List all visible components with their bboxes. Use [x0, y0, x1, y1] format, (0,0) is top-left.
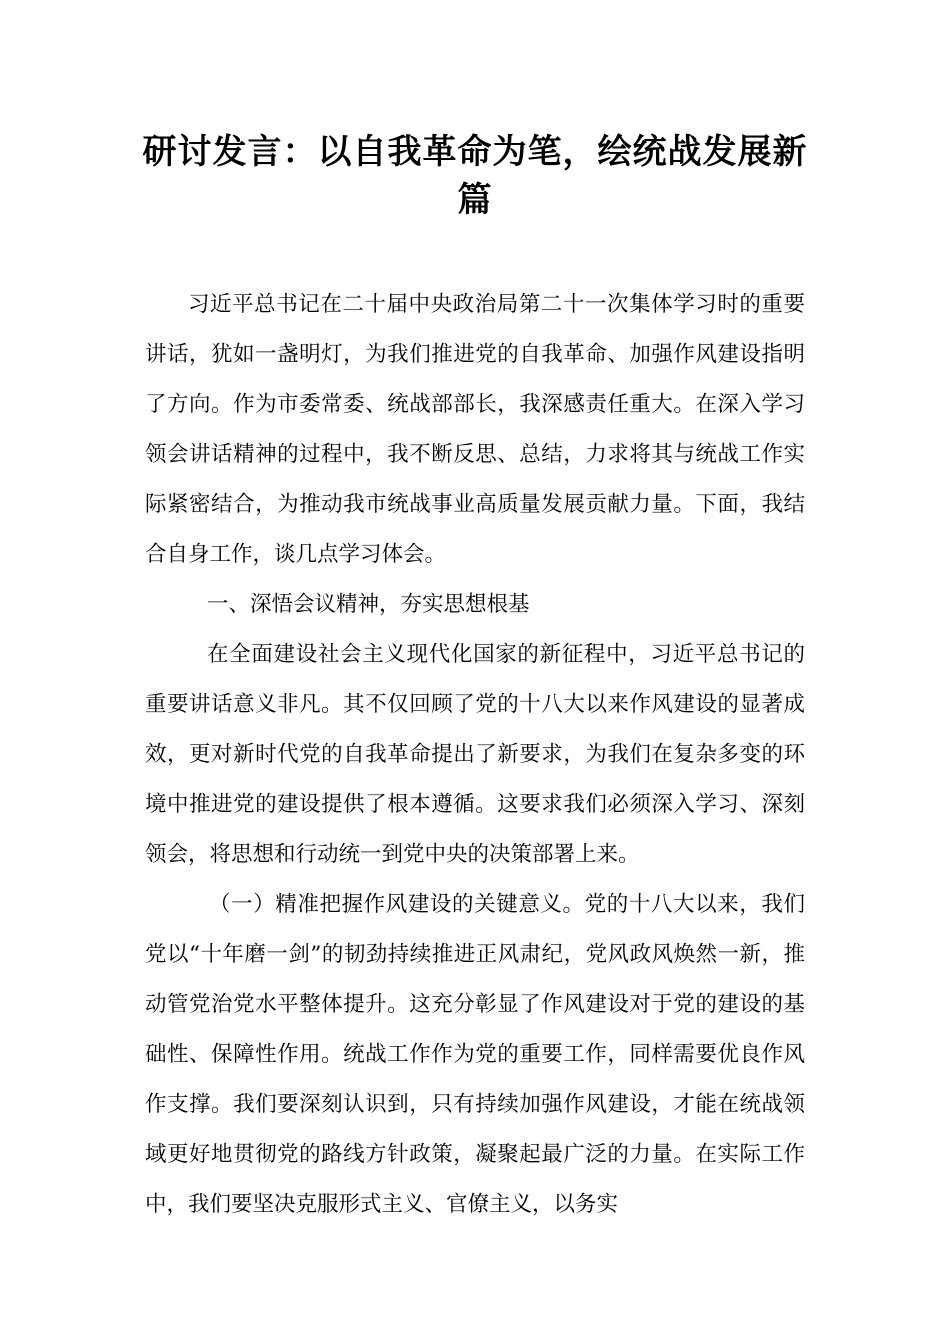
subsection-1-paragraph: （一）精准把握作风建设的关键意义。党的十八大以来，我们党以“十年磨一剑”的韧劲持续推进正风肃纪，党风政风焕然一新，推动管党治党水平整体提升。这充分彰显了作风建设对于党的建设的基础性、保障性作用。统战工作作为党的重要工作，同样需要优良作风作支撑。我们要深刻认识到，只有持续加强作风建设，才能在统战领域更好地贯彻党的路线方针政策，凝聚起最广泛的力量。在实际工作中，我们要坚决克服形式主义、官僚主义，以务实 [145, 892, 805, 1217]
document-body [145, 280, 805, 1230]
intro-paragraph: 习近平总书记在二十届中央政治局第二十一次集体学习时的重要讲话，犹如一盏明灯，为我们推进党的自我革命、加强作风建设指明了方向。作为市委常委、统战部部长，我深感责任重大。在深入学习领会讲话精神的过程中，我不断反思、总结，力求将其与统战工作实际紧密结合，为推动我市统战事业高质量发展贡献力量。下面，我结合自身工作，谈几点学习体会。 [145, 292, 805, 567]
section-heading-1: 一、深悟会议精神，夯实思想根基 [207, 592, 530, 617]
section-1-paragraph: 在全面建设社会主义现代化国家的新征程中，习近平总书记的重要讲话意义非凡。其不仅回顾了党的十八大以来作风建设的显著成效，更对新时代党的自我革命提出了新要求，为我们在复杂多变的环境中推进党的建设提供了根本遵循。这要求我们必须深入学习、深刻领会，将思想和行动统一到党中央的决策部署上来。 [145, 642, 805, 867]
document-title: 研讨发言：以自我革命为笔，绘统战发展新篇 [142, 132, 808, 220]
